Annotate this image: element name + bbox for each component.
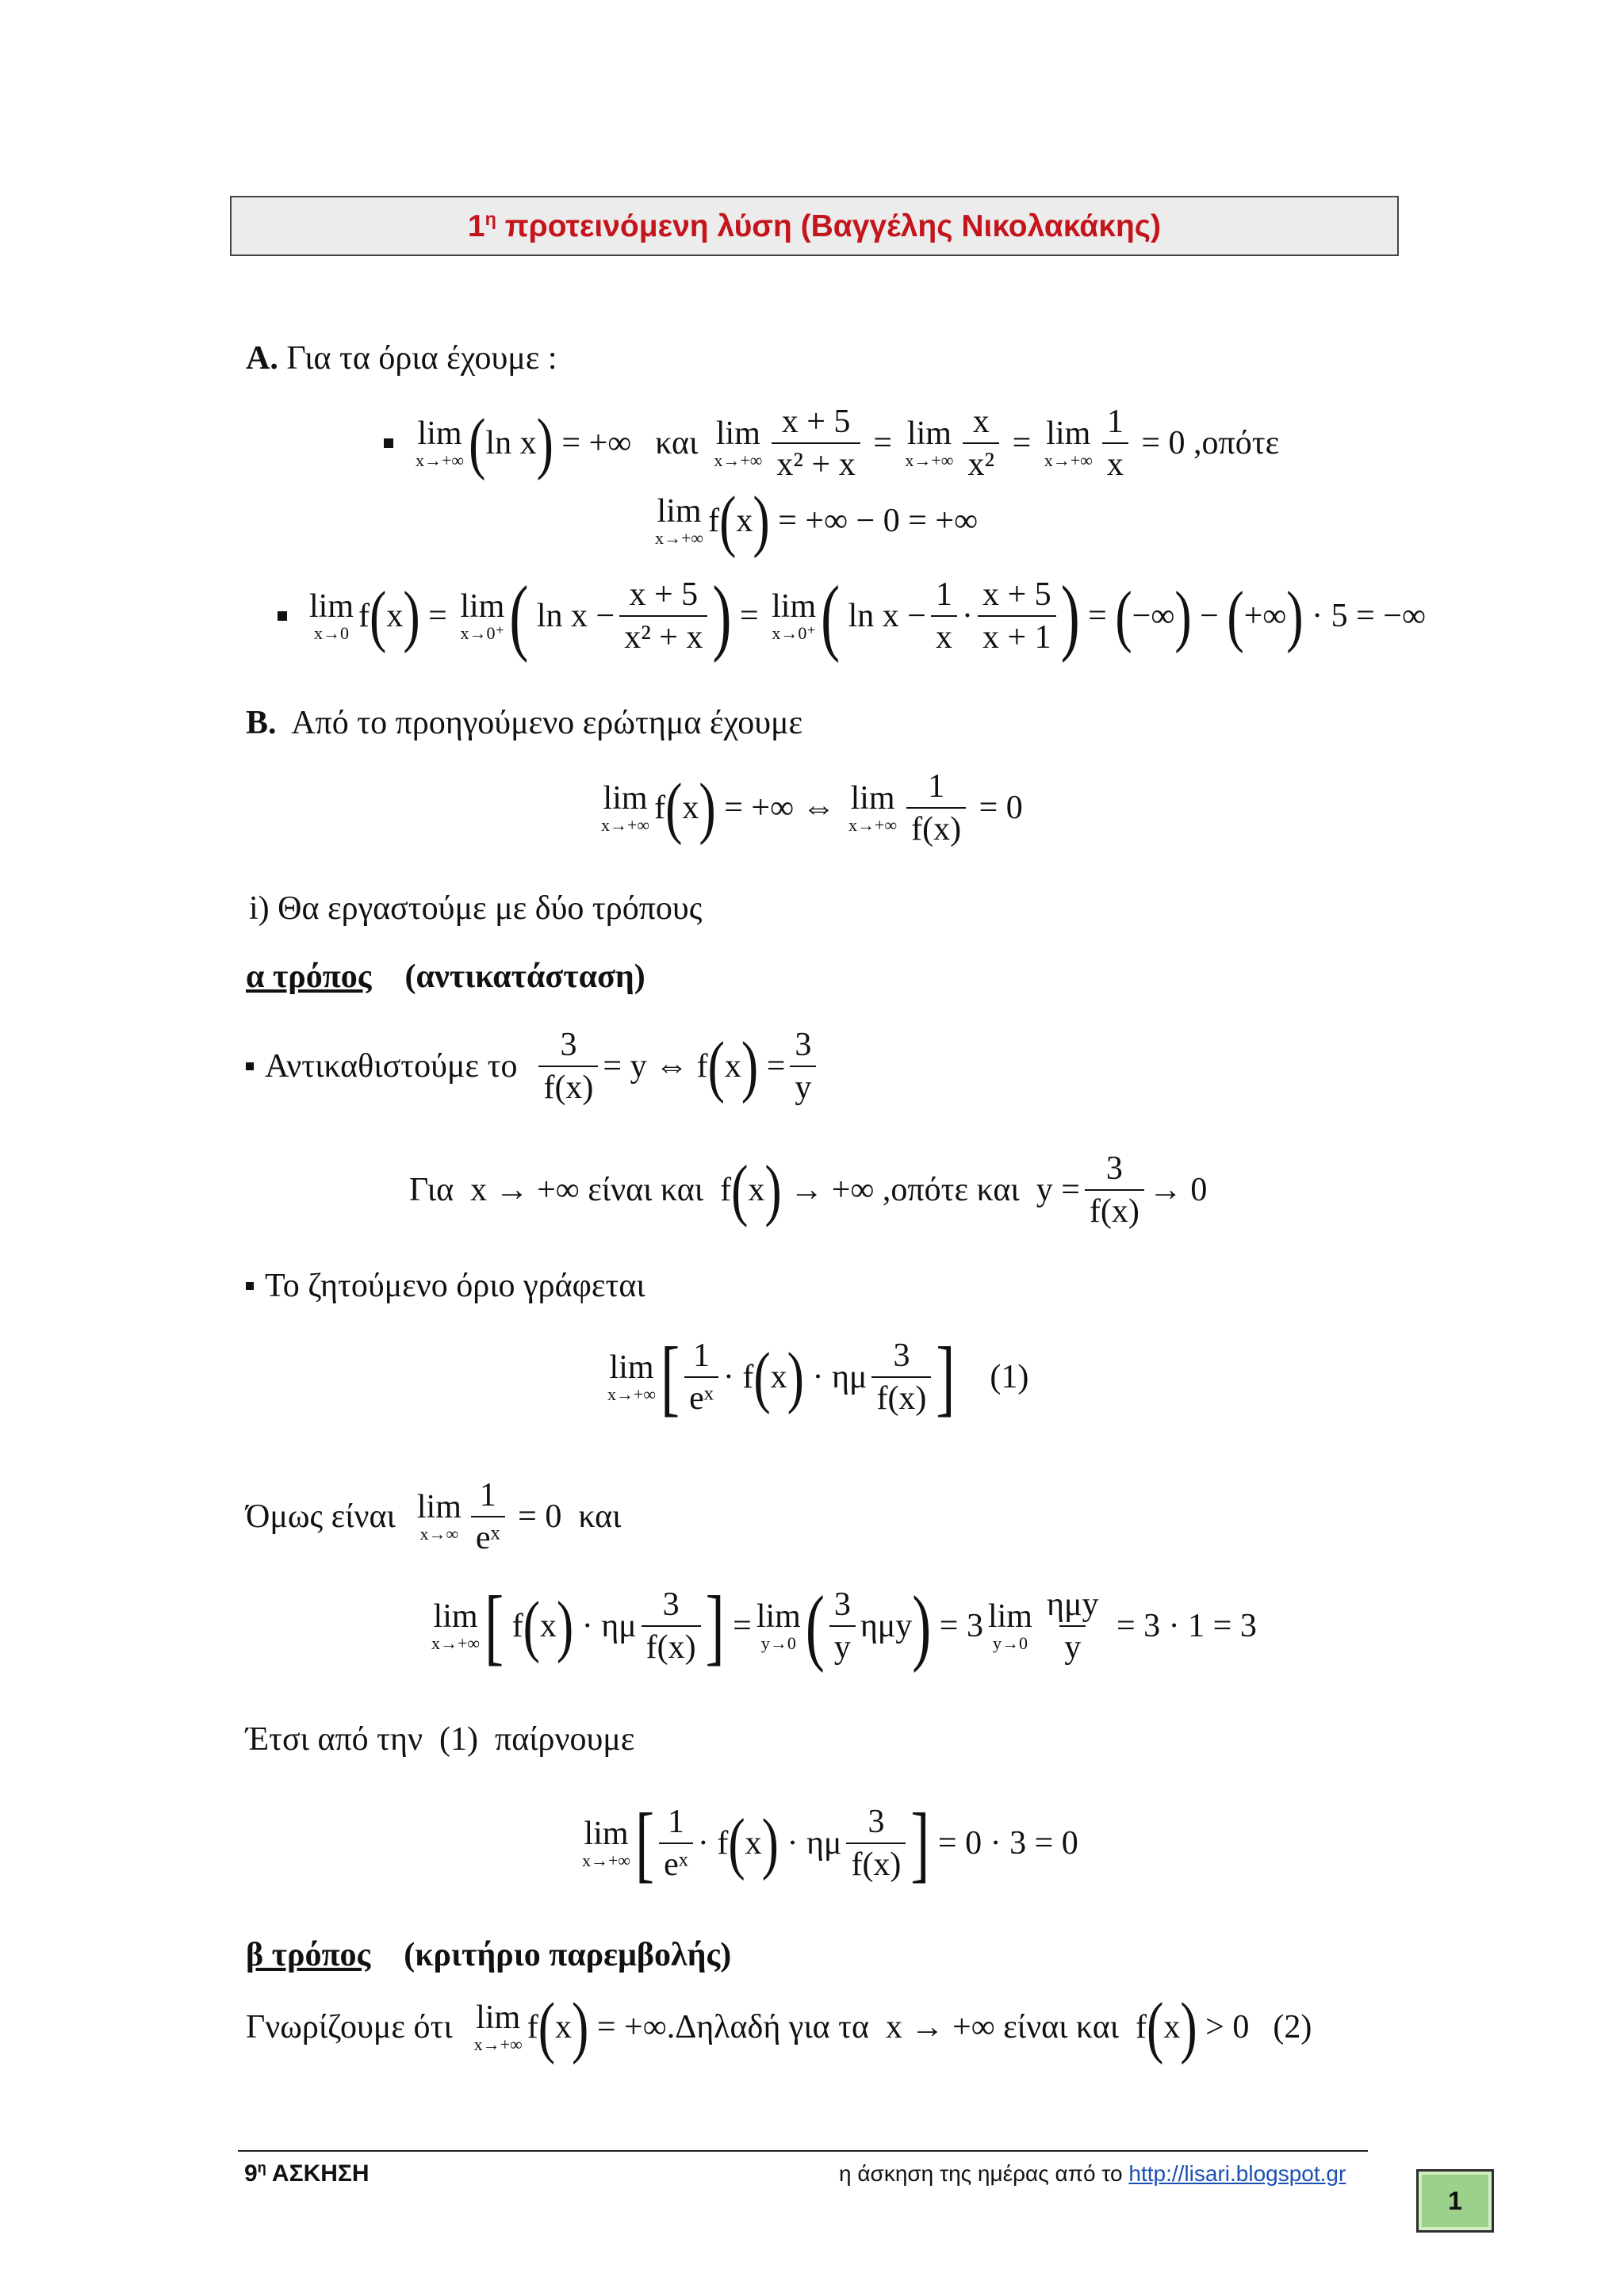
method-a-substitution: Αντικαθιστούμε το $\frac{3}{f(x)}$ = y ⇔ f ( x ) = $\frac{3}{y}$ [246,1027,821,1105]
method-b-heading: β τρόπος (κριτήριο παρεμβολής) [246,1937,732,1973]
bullet-icon [246,1282,254,1290]
method-a-heading: α τρόπος (αντικατάσταση) [246,959,645,995]
page-number-badge: 1 [1416,2169,1494,2233]
part-i-text: i) Θα εργαστούμε με δύο τρόπους [249,890,703,927]
section-b-formula: lim x→+∞ f ( x ) = +∞ ⇔ lim x→+∞ $\frac{1}{f(x)}$ = 0 [601,768,1023,848]
footer-divider [238,2150,1368,2152]
method-a-limit-text: Το ζητούμενο όριο γράφεται [246,1267,645,1305]
section-a-formula-2: lim x→0 f ( x ) = lim x→0⁺ ( ln x − $\frac{x + 5}{\text{x² + x}}$ ) = lim x→0⁺ ( ln x − $\frac{1}{x}$ · $\frac{x + 5}{x + 1}$ ) = ( −∞ ) − ( +∞ ) · 5 = −∞ [278,577,1426,655]
section-a-result-1: lim x→+∞ f ( x ) = +∞ − 0 = +∞ [655,482,979,559]
method-a-etsi: Έτσι από την (1) παίρνουμε [246,1721,635,1758]
section-b-intro: Β. Από το προηγούμενο ερώτημα έχουμε [246,705,803,741]
bullet-icon [278,611,287,621]
bullet-icon [384,438,393,448]
section-a-formula-1: lim x→+∞ ( ln x ) = +∞ και lim x→+∞ $\frac{x + 5}{\text{x² + x}}$ = lim x→+∞ $\frac{x}{\text{x²}}$ = lim x→+∞ $\frac{1}{x}$ = 0 ,οπότε [384,404,1279,482]
page-title: $1^\eta$ προτεινόμενη λύση (Βαγγέλης Νικολακάκης) [467,208,1162,243]
section-a-intro: Α. Για τα όρια έχουμε : [246,340,557,377]
method-b-statement: Γνωρίζουμε ότι lim x→+∞ f ( x ) = +∞ .Δηλαδή για τα x → +∞ είναι και f ( x ) > 0 (2) [246,1988,1312,2065]
method-a-omws: Όμως είναι lim x→∞ $\frac{1}{\text{eˣ}}$ = 0 και [246,1477,622,1557]
bullet-icon [246,1062,254,1070]
footer-exercise-label: $9^\eta$ ΑΣΚΗΣΗ [244,2160,370,2187]
method-a-equation-1: lim x→+∞ [ $\frac{1}{\text{eˣ}}$ · f ( x ) · ημ $\frac{3}{f(x)}$ ] (1) [607,1330,1029,1425]
method-a-final-limit: lim x→+∞ [ $\frac{1}{\text{eˣ}}$ · f ( x ) · ημ $\frac{3}{f(x)}$ ] = 0 · 3 = 0 [582,1796,1078,1892]
title-box [230,196,1399,256]
method-a-limit-condition: Για x → +∞ είναι και f ( x ) → +∞ ,οπότε και y = $\frac{3}{f(x)}$ → 0 [409,1150,1208,1230]
footer-source: η άσκηση της ημέρας από το http://lisari.blogspot.gr [839,2161,1346,2186]
footer-link[interactable]: http://lisari.blogspot.gr [1128,2161,1346,2186]
method-a-sin-limit: lim x→+∞ [ f ( x ) · ημ $\frac{3}{f(x)}$ ] = lim y→0 ( $\frac{3}{y}$ ημy ) = 3 lim y→0 $\frac{\text{ημy}}{y}$ = 3 · 1 = 3 [431,1578,1257,1674]
